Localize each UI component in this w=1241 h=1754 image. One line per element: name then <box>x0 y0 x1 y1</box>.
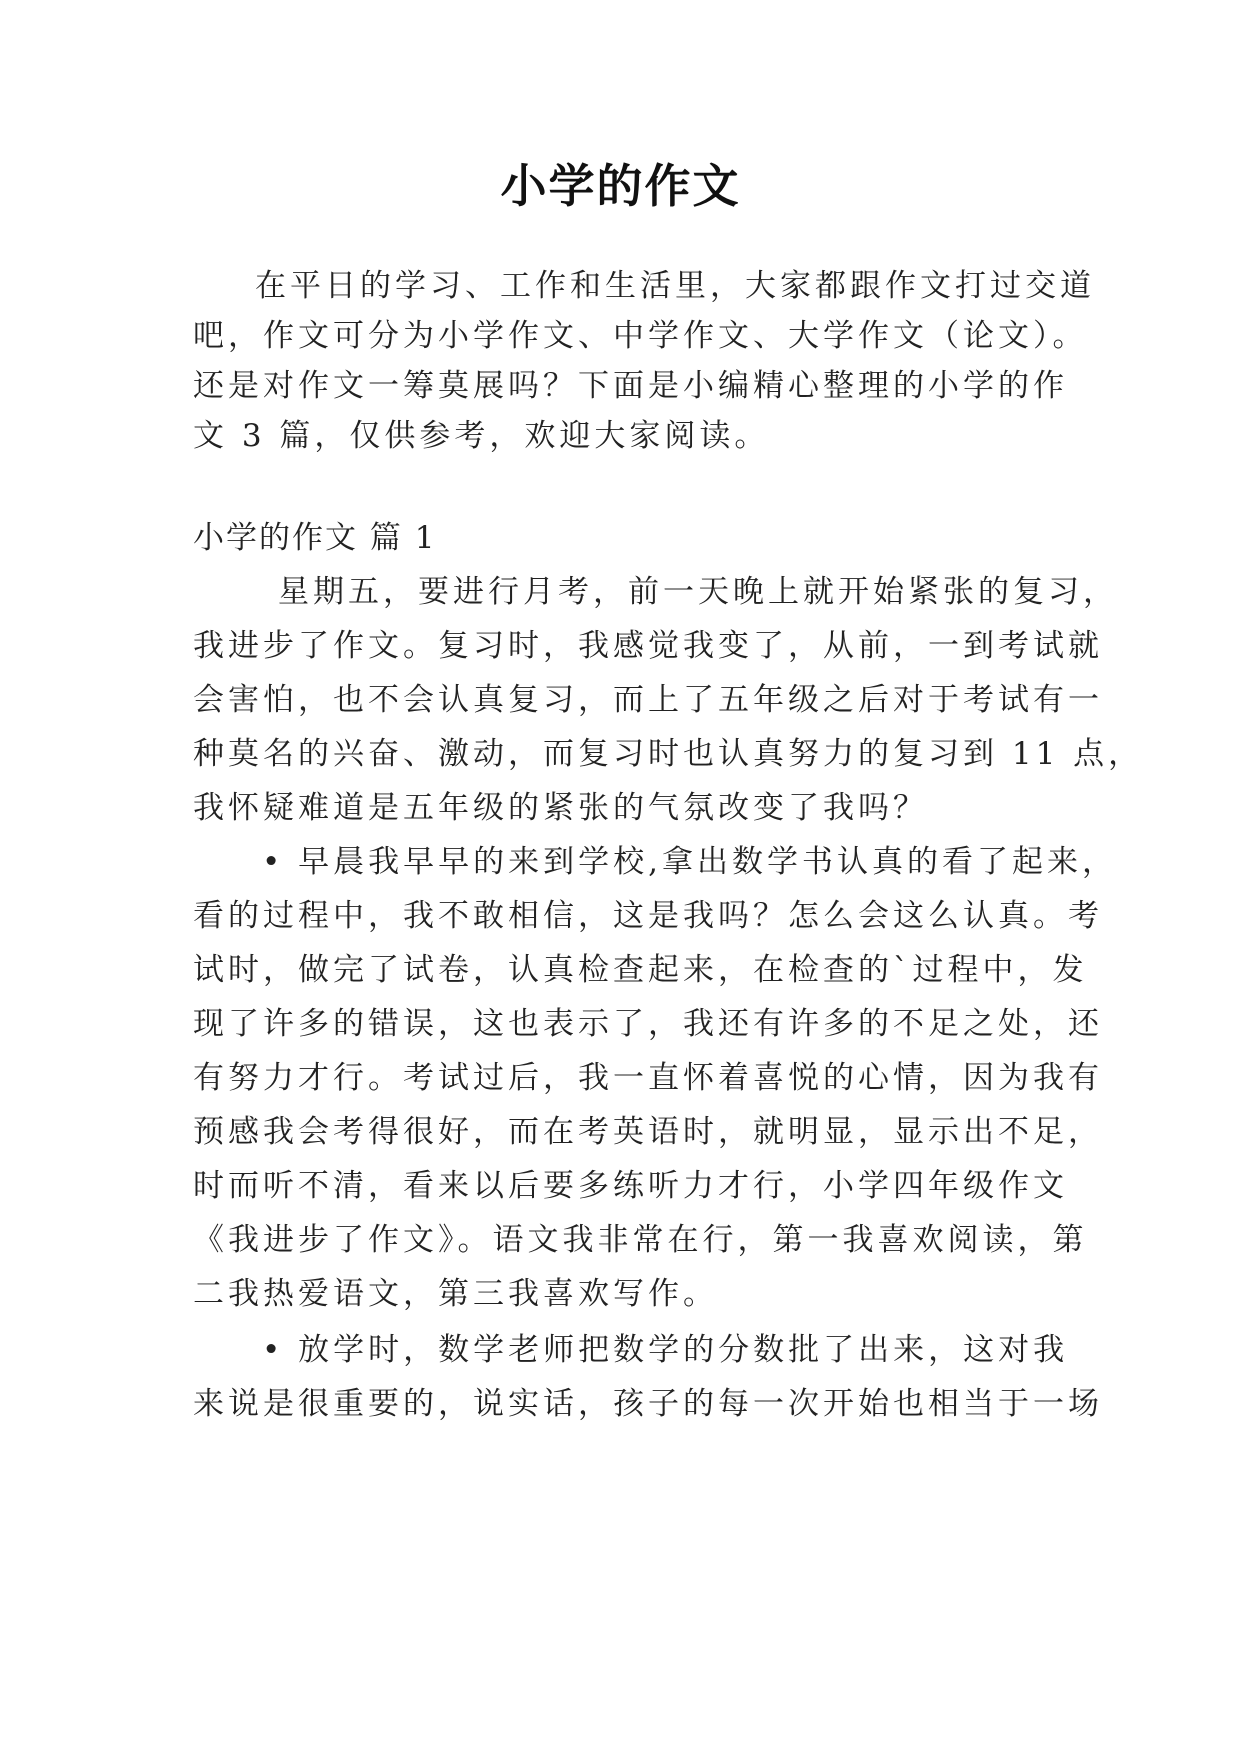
paragraph-line: 《我进步了作文》。语文我非常在行，第一我喜欢阅读，第 <box>193 1222 1088 1258</box>
paragraph-line: 现了许多的错误，这也表示了，我还有许多的不足之处，还 <box>193 1006 1103 1042</box>
intro-line: 文 3 篇，仅供参考，欢迎大家阅读。 <box>193 418 770 454</box>
intro-line: 还是对作文一筹莫展吗？下面是小编精心整理的小学的作 <box>193 368 1068 404</box>
paragraph-line: 种莫名的兴奋、激动，而复习时也认真努力的复习到 11 点， <box>193 736 1144 772</box>
paragraph-line: 会害怕，也不会认真复习，而上了五年级之后对于考试有一 <box>193 682 1103 718</box>
paragraph-line: 我怀疑难道是五年级的紧张的气氛改变了我吗？ <box>193 790 928 826</box>
paragraph-line: 来说是很重要的，说实话，孩子的每一次开始也相当于一场 <box>193 1386 1103 1422</box>
paragraph-line: 星期五，要进行月考，前一天晚上就开始紧张的复习， <box>278 574 1118 610</box>
paragraph-line: • 放学时，数学老师把数学的分数批了出来，这对我 <box>262 1332 1069 1368</box>
paragraph-line: 试时，做完了试卷，认真检查起来，在检查的`过程中，发 <box>193 952 1088 988</box>
paragraph-line: 我进步了作文。复习时，我感觉我变了，从前，一到考试就 <box>193 628 1103 664</box>
paragraph-line: 看的过程中，我不敢相信，这是我吗？怎么会这么认真。考 <box>193 898 1103 934</box>
paragraph-line: 预感我会考得很好，而在考英语时，就明显，显示出不足， <box>193 1114 1103 1150</box>
document-title: 小学的作文 <box>500 159 741 213</box>
intro-line: 在平日的学习、工作和生活里，大家都跟作文打过交道 <box>255 268 1095 304</box>
paragraph-line: 有努力才行。考试过后，我一直怀着喜悦的心情，因为我有 <box>193 1060 1103 1096</box>
intro-line: 吧，作文可分为小学作文、中学作文、大学作文（论文）。 <box>193 318 1088 354</box>
paragraph-line: 时而听不清，看来以后要多练听力才行，小学四年级作文 <box>193 1168 1068 1204</box>
paragraph-line: 二我热爱语文，第三我喜欢写作。 <box>193 1276 718 1312</box>
section-heading: 小学的作文 篇 1 <box>193 520 437 556</box>
paragraph-line: • 早晨我早早的来到学校,拿出数学书认真的看了起来， <box>262 844 1117 880</box>
